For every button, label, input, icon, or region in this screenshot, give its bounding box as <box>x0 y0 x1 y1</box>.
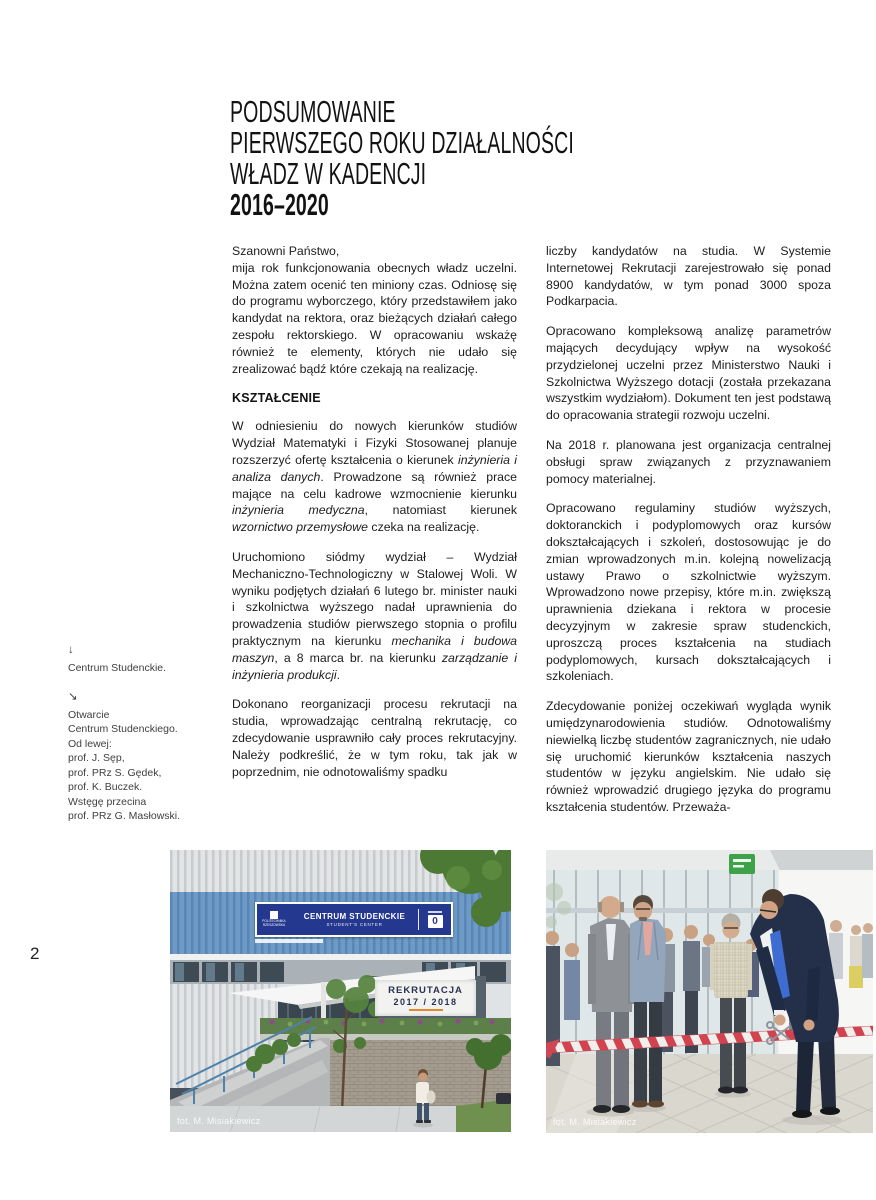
title-line-2: PIERWSZEGO ROKU DZIAŁALNOŚCI <box>230 125 574 160</box>
paragraph-text: mija rok funkcjonowania obecnych władz uczelni. Można zatem ocenić ten miniony czas. Odniosę się do programu wyborczego, który przedstawiłem jako kandydat na rektora, oraz bieżących działań całego zespołu rektorskiego. W opracowaniu wskażę również te elementy, których nie udało się zrealizować bądź które czekają na realizację. <box>232 260 517 376</box>
caption-text: Centrum Studenckie. <box>68 661 167 674</box>
logo-text: POLITECHNIKA RZESZOWSKA <box>262 919 286 927</box>
title-line-1: PODSUMOWANIE <box>230 94 396 129</box>
logo-mark <box>270 911 278 919</box>
title-line-4: 2016–2020 <box>230 187 329 222</box>
photo-ribbon-cutting <box>546 850 873 1133</box>
caption-otwarcie <box>68 690 218 824</box>
photo-credit-right: fot. M. Misiakiewicz <box>553 1117 637 1127</box>
caption-line: Centrum Studenckiego. <box>68 723 178 735</box>
column-left <box>232 243 517 816</box>
banner-years: 2017 / 2018 <box>393 996 458 1007</box>
title-line-3: WŁADZ W KADENCJI <box>230 156 427 191</box>
page-number: 2 <box>30 944 40 963</box>
caption-line: prof. PRz S. Gędek, <box>68 766 162 779</box>
down-right-arrow-icon: ↘ <box>68 691 78 703</box>
ribbon-cutting-art <box>546 850 873 1133</box>
paragraph-intro <box>232 243 517 377</box>
sign-understrip <box>255 939 323 943</box>
caption-centrum-studenckie <box>68 643 218 675</box>
caption-line: Otwarcie <box>68 708 110 721</box>
paragraph-kandydaci: liczby kandydatów na studia. W Systemie Internetowej Rekrutacji zarejestrowało się ponad 8900 kandydatów, w tym ponad 3000 spoza Podkarpacia. <box>546 244 831 309</box>
paragraph-pomoc: Na 2018 r. planowana jest organizacja centralnej obsługi spraw związanych z przyznawaniem pomocy materialnej. <box>546 437 831 486</box>
recruitment-banner <box>375 980 476 1016</box>
banner-title: REKRUTACJA <box>388 984 463 996</box>
caption-line: prof. K. Buczek. <box>68 781 143 793</box>
exit-sign <box>729 854 755 874</box>
caption-line: Od lewej: <box>68 737 112 750</box>
photo-credit-left: fot. M. Misiakiewicz <box>177 1116 261 1126</box>
caption-line: prof. J. Sęp, <box>68 752 125 764</box>
paragraph-kierunki: W odniesieniu do nowych kierunków studiów Wydział Matematyki i Fizyki Stosowanej planuje rozszerzyć ofertę kształcenia o kierunek inżynieria i analiza danych. Prowadzone są również prace mające na celu kadrowe wzmocnienie kierunku inżynieria medyczna, natomiast kierunek wzornictwo przemysłowe czeka na realizację. <box>232 419 518 535</box>
building-sign <box>255 902 453 937</box>
paragraph-analiza: Opracowano kompleksową analizę parametrów mających decydujący wpływ na wysokość przydzielonej uczelni przez Ministerstwo Nauki i Szkolnictwa Wyższego dotacji (została przekazana wszystkim wydziałom). Dokument ten jest podstawą do opracowania strategii rozwoju uczelni. <box>546 324 831 423</box>
column-right <box>546 243 831 816</box>
paragraph-umiedzynarodowienie: Zdecydowanie poniżej oczekiwań wygląda wynik umiędzynarodowienia studiów. Odnotowaliśmy niewielką liczbę studentów zagranicznych, nie udało się uruchomić kierunków kształcenia naszych studentów w języku angielskim. Nie udało się również wprowadzić drugiego języka do programu kształcenia studentów. Przeważa- <box>546 699 831 814</box>
down-arrow-icon: ↓ <box>68 644 74 656</box>
politechnika-logo <box>257 911 291 927</box>
building-number-badge: 0 <box>428 915 443 928</box>
banner-accent-bar <box>409 1009 443 1012</box>
paragraph-regulaminy: Opracowano regulaminy studiów wyższych, doktoranckich i podyplomowych oraz kursów dokształcających i szkoleń, dostosowując je do zmian wprowadzonych m.in. kolejną nowelizacją ustawy Prawo o szkolnictwie wyższym. Wprowadzono nowe przepisy, które m.in. zwiększą uprawnienia dziekana i rektora w procesie decyzyjnym w zakresie spraw studenckich, uproszczą proces kształcenia na studiach podyplomowych, kursach dokształcających i szkoleniach. <box>546 501 831 684</box>
body-columns <box>232 243 831 816</box>
badge-label-bar <box>428 911 442 913</box>
salutation: Szanowni Państwo, <box>232 244 340 258</box>
article-title <box>230 96 776 220</box>
paragraph-rekrutacja: Dokonano reorganizacji procesu rekrutacji na studia, wprowadzając centralną rekrutację, co zdecydowanie usprawniło cały proces rekrutacyjny. Należy podkreślić, że w tym roku, tak jak w poprzednim, nie odnotowaliśmy spadku <box>232 697 517 779</box>
caption-line: prof. PRz G. Masłowski. <box>68 810 181 822</box>
sign-title: CENTRUM STUDENCKIE <box>303 912 406 921</box>
section-heading-ksztalcenie: KSZTAŁCENIE <box>232 391 321 406</box>
caption-line: Wstęgę przecina <box>68 795 147 808</box>
photo-centrum-studenckie <box>170 850 511 1132</box>
sign-subtitle: STUDENT'S CENTER <box>326 922 383 927</box>
paragraph-wydzial: Uruchomiono siódmy wydział – Wydział Mechaniczno-Technologiczny w Stalowej Woli. W wyniku podjętych działań 6 lutego br. minister nauki i szkolnictwa wyższego nadał uprawnienia do prowadzenia studiów pierwszego stopnia o profilu praktycznym na kierunku mechanika i budowa maszyn, a 8 marca br. na kierunku zarządzanie i inżynieria produkcji. <box>232 549 518 682</box>
